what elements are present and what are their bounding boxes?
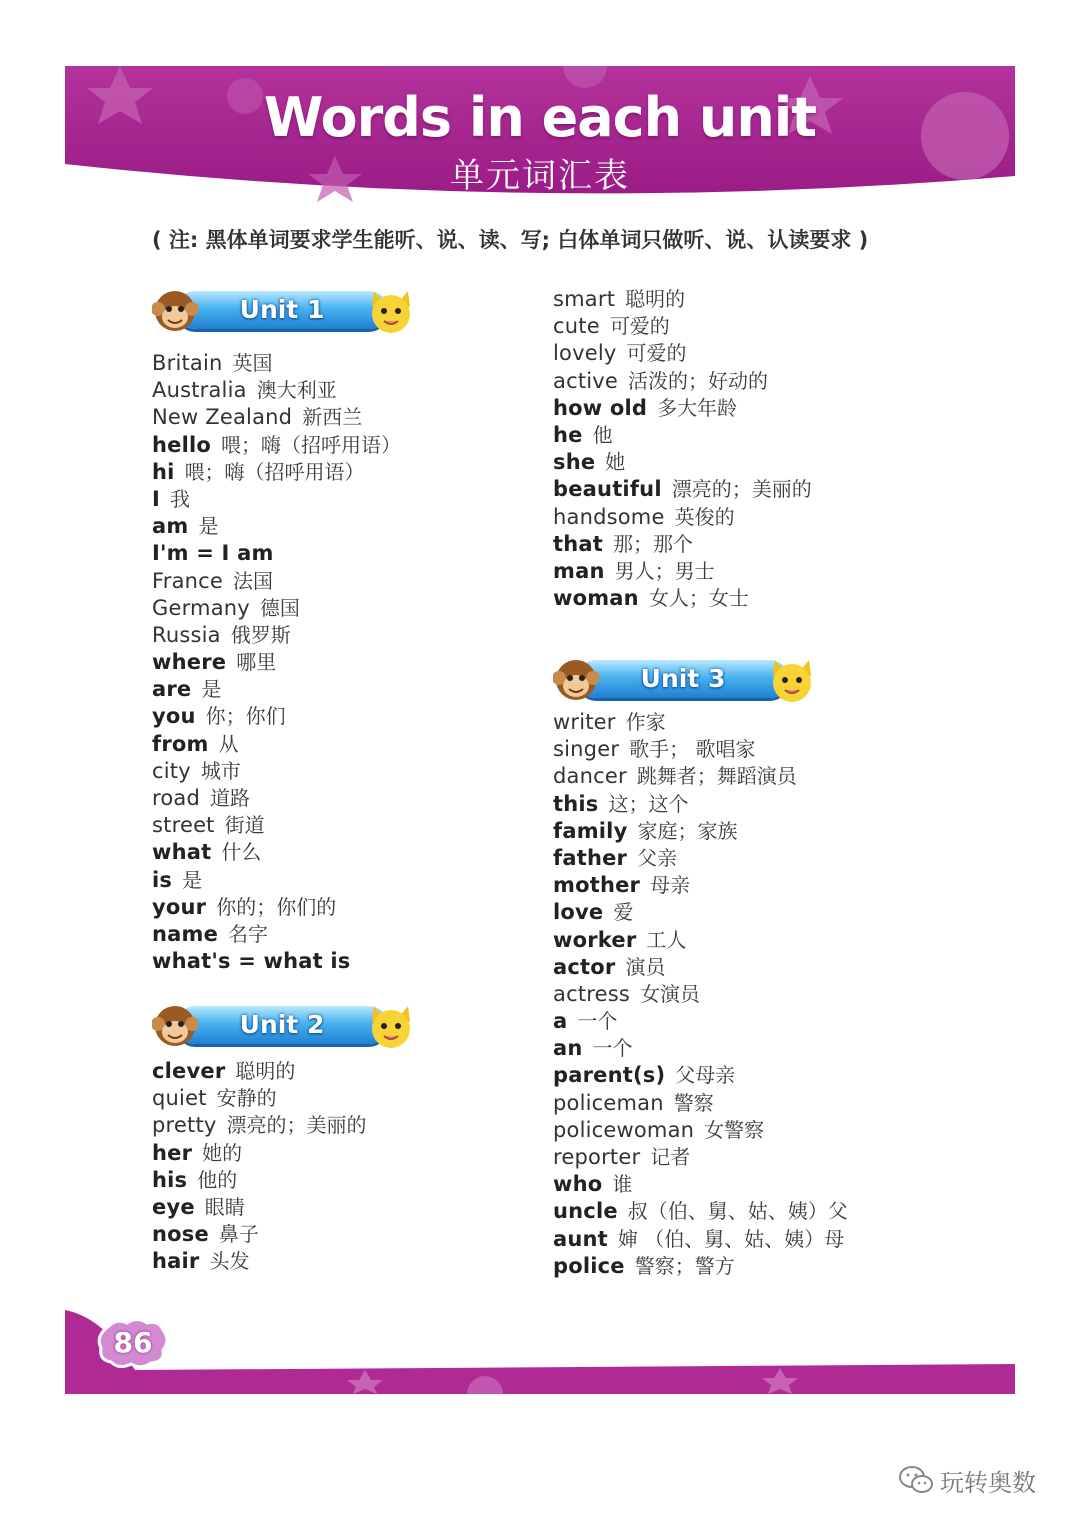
word-chinese: 头发 — [209, 1249, 250, 1274]
word-english: this — [553, 791, 599, 816]
word-english: quiet — [152, 1086, 207, 1111]
word-english: worker — [553, 927, 637, 952]
word-entry — [152, 894, 401, 921]
word-english: her — [152, 1140, 193, 1165]
word-chinese: 父母亲 — [675, 1063, 736, 1088]
word-english: he — [553, 422, 583, 447]
usage-note: ( 注: 黑体单词要求学生能听、说、读、写; 白体单词只做听、说、认读要求 ) — [152, 228, 869, 252]
word-entry — [553, 395, 812, 422]
word-entry — [152, 676, 401, 703]
word-entry — [553, 1198, 848, 1225]
word-english: mother — [553, 873, 641, 898]
word-entry — [553, 340, 812, 367]
word-english: uncle — [553, 1199, 618, 1224]
word-english: writer — [553, 710, 616, 734]
word-chinese: 什么 — [221, 840, 262, 865]
word-entry — [553, 899, 848, 926]
cat-icon — [368, 1002, 414, 1050]
word-entry — [553, 1144, 848, 1171]
word-entry — [553, 558, 812, 585]
word-english: aunt — [553, 1226, 608, 1251]
word-english: family — [553, 818, 628, 843]
word-english: lovely — [553, 341, 617, 366]
page-subtitle: 单元词汇表 — [450, 156, 630, 196]
word-chinese: 我 — [170, 486, 191, 511]
word-english: policeman — [553, 1090, 664, 1115]
word-entry — [553, 531, 812, 558]
word-chinese: 澳大利亚 — [256, 378, 337, 403]
word-english: woman — [553, 586, 639, 611]
word-entry — [152, 350, 401, 377]
unit-label: Unit 2 — [239, 1010, 325, 1039]
word-entry — [152, 1194, 367, 1221]
word-entry — [152, 568, 401, 595]
word-entry — [553, 736, 848, 763]
unit-3-word-list — [553, 709, 848, 1280]
word-entry — [152, 703, 401, 730]
word-chinese: 道路 — [210, 786, 251, 810]
word-chinese: 叔（伯、舅、姑、姨）父 — [627, 1199, 848, 1224]
word-chinese: 俄罗斯 — [230, 622, 291, 647]
word-entry — [553, 1253, 848, 1280]
word-chinese: 女警察 — [704, 1117, 765, 1142]
word-english: hello — [152, 432, 212, 457]
word-chinese: 男人；男士 — [614, 558, 715, 583]
word-entry — [553, 449, 812, 476]
word-english: who — [553, 1172, 603, 1197]
word-entry — [553, 476, 812, 503]
word-entry — [152, 649, 401, 676]
unit-2-badge — [152, 998, 414, 1054]
word-chinese: 歌手； 歌唱家 — [629, 737, 756, 762]
word-english: you — [152, 704, 196, 729]
word-entry — [553, 1008, 848, 1035]
word-english: reporter — [553, 1145, 641, 1169]
footer-banner — [65, 1310, 1015, 1394]
word-english: from — [152, 731, 209, 756]
word-entry — [152, 404, 401, 431]
word-chinese: 多大年龄 — [657, 395, 738, 420]
word-english: New Zealand — [152, 405, 293, 430]
word-entry — [553, 1035, 848, 1062]
word-entry — [152, 758, 401, 785]
word-chinese: 女演员 — [640, 981, 701, 1006]
word-entry — [152, 948, 401, 975]
word-english: pretty — [152, 1113, 217, 1138]
word-chinese: 你；你们 — [205, 704, 286, 729]
word-entry — [553, 1117, 848, 1144]
word-english: smart — [553, 287, 616, 311]
word-english: handsome — [553, 504, 665, 529]
word-english: nose — [152, 1222, 209, 1247]
word-chinese: 安静的 — [216, 1086, 277, 1111]
word-chinese: 是 — [182, 867, 203, 892]
word-entry — [553, 954, 848, 981]
watermark — [898, 1462, 1036, 1498]
word-entry — [553, 927, 848, 954]
word-chinese: 喂；嗨（招呼用语） — [184, 459, 365, 484]
word-entry — [553, 709, 848, 736]
word-entry — [152, 1167, 367, 1194]
word-entry — [152, 513, 401, 540]
word-entry — [553, 1226, 848, 1253]
unit-2-word-list-left — [152, 1058, 367, 1276]
word-entry — [152, 921, 401, 948]
word-chinese: 一个 — [592, 1036, 633, 1061]
word-chinese: 她 — [605, 450, 626, 475]
word-english: what's = what is — [152, 949, 351, 974]
word-english: actor — [553, 954, 616, 979]
word-entry — [553, 1171, 848, 1198]
word-chinese: 德国 — [259, 595, 300, 620]
word-chinese: 婶 （伯、舅、姑、姨）母 — [617, 1226, 845, 1251]
word-english: Germany — [152, 595, 250, 620]
word-entry — [152, 1085, 367, 1112]
word-english: is — [152, 867, 173, 892]
word-chinese: 英俊的 — [674, 504, 735, 529]
word-entry — [152, 1058, 367, 1085]
word-chinese: 记者 — [650, 1145, 691, 1169]
word-entry — [553, 286, 812, 313]
word-chinese: 父亲 — [637, 845, 678, 870]
word-english: his — [152, 1167, 188, 1192]
word-english: I'm = I am — [152, 541, 274, 566]
word-entry — [553, 818, 848, 845]
word-entry — [152, 595, 401, 622]
word-chinese: 是 — [198, 514, 219, 539]
word-entry — [553, 791, 848, 818]
word-entry — [553, 845, 848, 872]
unit-label: Unit 3 — [640, 664, 726, 693]
word-chinese: 眼睛 — [204, 1194, 245, 1219]
word-english: beautiful — [553, 477, 662, 502]
page-number: 86 — [113, 1326, 153, 1359]
word-chinese: 跳舞者；舞蹈演员 — [636, 764, 797, 789]
word-chinese: 可爱的 — [609, 314, 670, 339]
word-english: Australia — [152, 378, 247, 403]
monkey-icon — [152, 287, 198, 335]
wechat-icon — [898, 1465, 934, 1495]
monkey-icon — [553, 656, 599, 704]
word-entry — [553, 763, 848, 790]
word-entry — [152, 867, 401, 894]
word-english: active — [553, 368, 619, 393]
word-chinese: 喂；嗨（招呼用语） — [221, 432, 402, 457]
word-english: man — [553, 558, 605, 583]
word-chinese: 新西兰 — [302, 405, 363, 430]
word-chinese: 活泼的；好动的 — [628, 368, 769, 393]
word-english: she — [553, 450, 596, 475]
word-entry — [553, 585, 812, 612]
word-english: dancer — [553, 764, 627, 789]
cat-icon — [368, 287, 414, 335]
word-entry — [152, 459, 401, 486]
word-english: your — [152, 894, 207, 919]
cat-icon — [769, 656, 815, 704]
word-entry — [152, 1221, 367, 1248]
word-english: name — [152, 921, 219, 946]
word-english: France — [152, 568, 224, 593]
word-entry — [152, 377, 401, 404]
word-chinese: 街道 — [224, 813, 265, 838]
word-entry — [152, 812, 401, 839]
word-entry — [152, 622, 401, 649]
word-english: that — [553, 531, 603, 556]
word-english: where — [152, 650, 227, 675]
word-chinese: 漂亮的；美丽的 — [671, 477, 812, 502]
word-chinese: 是 — [201, 677, 222, 702]
unit-1-badge — [152, 283, 414, 339]
word-chinese: 城市 — [200, 758, 241, 783]
word-entry — [152, 731, 401, 758]
word-chinese: 这；这个 — [608, 791, 689, 816]
unit-label: Unit 1 — [239, 295, 325, 324]
watermark-text: 玩转奥数 — [940, 1468, 1036, 1497]
word-entry — [553, 981, 848, 1008]
word-chinese: 那；那个 — [613, 531, 693, 556]
word-chinese: 警察；警方 — [634, 1253, 735, 1278]
word-english: hi — [152, 459, 175, 484]
word-chinese: 作家 — [625, 710, 666, 734]
word-entry — [152, 1140, 367, 1167]
word-english: I — [152, 486, 161, 511]
word-chinese: 谁 — [612, 1172, 633, 1197]
word-english: what — [152, 840, 212, 865]
word-english: love — [553, 900, 604, 925]
word-english: are — [152, 677, 192, 702]
word-entry — [152, 486, 401, 513]
word-english: actress — [553, 981, 631, 1006]
word-chinese: 可爱的 — [626, 341, 687, 366]
word-entry — [553, 313, 812, 340]
word-chinese: 聪明的 — [235, 1059, 296, 1083]
word-entry — [553, 872, 848, 899]
word-chinese: 工人 — [646, 927, 687, 952]
word-english: Britain — [152, 351, 223, 375]
word-english: am — [152, 514, 189, 539]
word-english: policewoman — [553, 1117, 695, 1142]
monkey-icon — [152, 1002, 198, 1050]
word-chinese: 漂亮的；美丽的 — [226, 1113, 367, 1138]
word-english: city — [152, 758, 191, 783]
word-chinese: 演员 — [625, 954, 666, 979]
word-chinese: 法国 — [233, 568, 274, 593]
word-english: a — [553, 1009, 568, 1034]
word-chinese: 一个 — [577, 1009, 618, 1034]
word-english: hair — [152, 1249, 200, 1274]
word-english: street — [152, 813, 215, 838]
word-chinese: 他 — [592, 422, 613, 447]
word-chinese: 哪里 — [236, 650, 277, 675]
word-entry — [152, 432, 401, 459]
word-chinese: 聪明的 — [625, 287, 686, 311]
word-entry — [553, 1090, 848, 1117]
word-entry — [152, 1248, 367, 1275]
word-english: father — [553, 845, 628, 870]
word-entry — [152, 1112, 367, 1139]
word-english: road — [152, 786, 201, 810]
word-english: an — [553, 1036, 583, 1061]
unit-1-word-list — [152, 350, 401, 975]
word-entry — [152, 839, 401, 866]
word-entry — [553, 1062, 848, 1089]
word-chinese: 家庭；家族 — [637, 818, 738, 843]
word-chinese: 母亲 — [650, 873, 691, 898]
word-chinese: 她的 — [202, 1140, 243, 1165]
word-chinese: 爱 — [613, 900, 634, 925]
word-english: clever — [152, 1059, 226, 1083]
word-chinese: 警察 — [673, 1090, 714, 1115]
word-entry — [553, 368, 812, 395]
word-english: how old — [553, 395, 648, 420]
word-english: singer — [553, 737, 620, 762]
word-chinese: 你的；你们的 — [216, 894, 337, 919]
word-entry — [553, 504, 812, 531]
word-entry — [152, 540, 401, 567]
word-chinese: 从 — [218, 731, 239, 756]
word-english: cute — [553, 314, 600, 339]
word-entry — [152, 785, 401, 812]
word-chinese: 英国 — [232, 351, 273, 375]
word-chinese: 名字 — [228, 921, 269, 946]
word-chinese: 女人；女士 — [648, 586, 749, 611]
word-chinese: 他的 — [197, 1167, 238, 1192]
word-english: parent(s) — [553, 1063, 666, 1088]
word-entry — [553, 422, 812, 449]
unit-3-badge — [553, 652, 815, 708]
page-title: Words in each unit — [263, 86, 817, 149]
word-english: police — [553, 1253, 625, 1278]
word-english: Russia — [152, 622, 221, 647]
word-chinese: 鼻子 — [218, 1222, 259, 1247]
unit-2-word-list-right — [553, 286, 812, 612]
word-english: eye — [152, 1194, 195, 1219]
